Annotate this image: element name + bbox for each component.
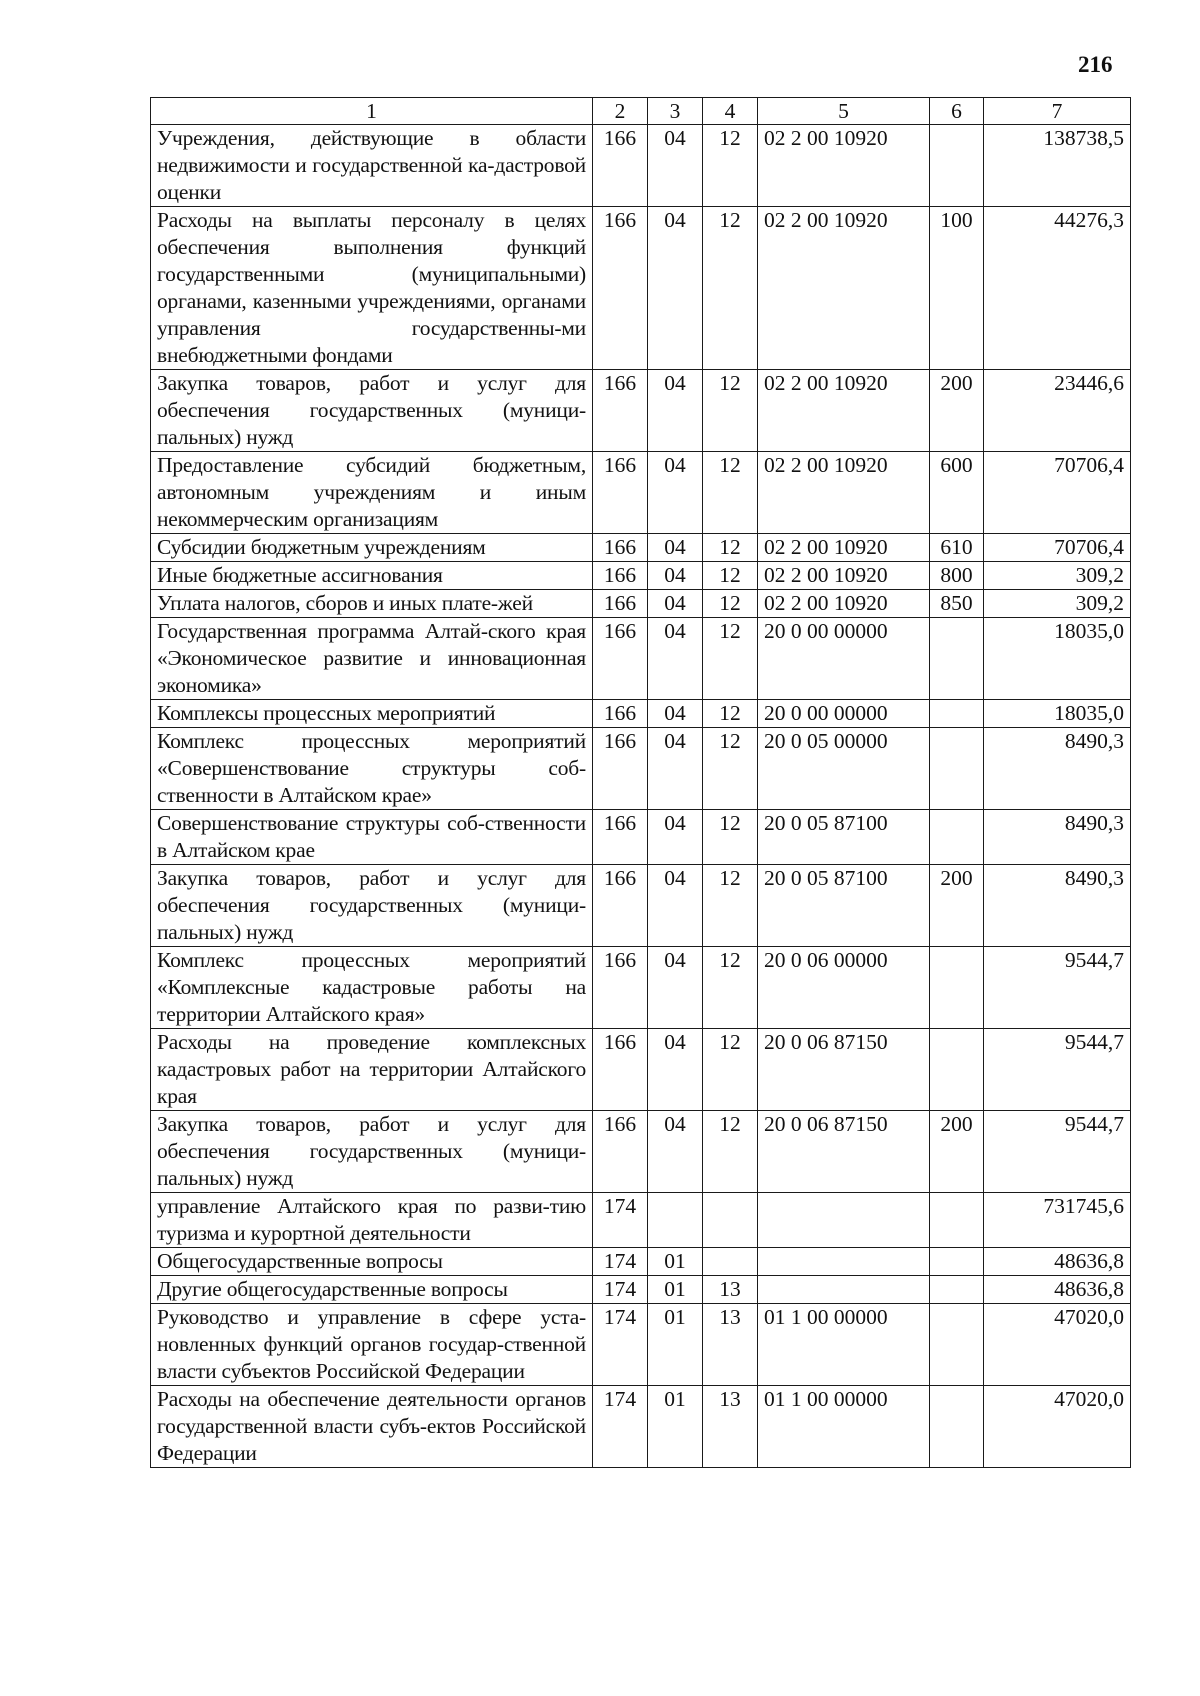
row-csr-cell: 20 0 05 87100 bbox=[758, 810, 930, 865]
row-pr-cell: 13 bbox=[703, 1276, 758, 1304]
table-row bbox=[151, 534, 1131, 562]
row-ved-cell: 166 bbox=[593, 125, 648, 207]
header-row bbox=[151, 98, 1131, 125]
row-name-cell: Расходы на выплаты персоналу в целях обеспечения выполнения функций государственными (муниципальными) органами, казенными учреждениями, органами управления государственны-ми внебюджетными фондами bbox=[151, 207, 593, 370]
row-amount-cell: 731745,6 bbox=[984, 1193, 1131, 1248]
row-amount-cell: 309,2 bbox=[984, 562, 1131, 590]
row-rz-cell: 04 bbox=[648, 728, 703, 810]
row-amount-cell: 309,2 bbox=[984, 590, 1131, 618]
row-rz-cell: 04 bbox=[648, 1111, 703, 1193]
row-amount-cell: 9544,7 bbox=[984, 1111, 1131, 1193]
row-csr-cell: 20 0 06 00000 bbox=[758, 947, 930, 1029]
table-row bbox=[151, 125, 1131, 207]
table-row bbox=[151, 1111, 1131, 1193]
header-cell-ved: 2 bbox=[593, 98, 648, 125]
row-name-cell: Закупка товаров, работ и услуг для обеспечения государственных (муници-пальных) нужд bbox=[151, 1111, 593, 1193]
row-csr-cell: 02 2 00 10920 bbox=[758, 370, 930, 452]
row-name-cell: Иные бюджетные ассигнования bbox=[151, 562, 593, 590]
row-amount-cell: 9544,7 bbox=[984, 1029, 1131, 1111]
row-name-cell: Предоставление субсидий бюджетным, автономным учреждениям и иным некоммерческим организациям bbox=[151, 452, 593, 534]
row-vr-cell: 600 bbox=[930, 452, 984, 534]
row-ved-cell: 174 bbox=[593, 1386, 648, 1468]
row-rz-cell: 04 bbox=[648, 947, 703, 1029]
row-pr-cell: 13 bbox=[703, 1304, 758, 1386]
row-pr-cell: 12 bbox=[703, 947, 758, 1029]
row-ved-cell: 174 bbox=[593, 1248, 648, 1276]
row-ved-cell: 166 bbox=[593, 1111, 648, 1193]
row-rz-cell: 04 bbox=[648, 590, 703, 618]
row-amount-cell: 70706,4 bbox=[984, 452, 1131, 534]
row-rz-cell: 04 bbox=[648, 1029, 703, 1111]
row-amount-cell: 48636,8 bbox=[984, 1276, 1131, 1304]
row-pr-cell: 12 bbox=[703, 590, 758, 618]
header-cell-rz: 3 bbox=[648, 98, 703, 125]
row-pr-cell: 12 bbox=[703, 534, 758, 562]
row-ved-cell: 174 bbox=[593, 1304, 648, 1386]
row-vr-cell bbox=[930, 1386, 984, 1468]
row-vr-cell: 200 bbox=[930, 1111, 984, 1193]
row-csr-cell: 20 0 00 00000 bbox=[758, 700, 930, 728]
row-csr-cell: 02 2 00 10920 bbox=[758, 534, 930, 562]
table-row bbox=[151, 1386, 1131, 1468]
row-pr-cell: 12 bbox=[703, 810, 758, 865]
row-vr-cell bbox=[930, 1276, 984, 1304]
row-amount-cell: 47020,0 bbox=[984, 1386, 1131, 1468]
table-row bbox=[151, 590, 1131, 618]
table-row bbox=[151, 1304, 1131, 1386]
row-csr-cell: 02 2 00 10920 bbox=[758, 452, 930, 534]
row-vr-cell bbox=[930, 1029, 984, 1111]
row-pr-cell: 12 bbox=[703, 562, 758, 590]
row-pr-cell: 12 bbox=[703, 452, 758, 534]
row-name-cell: Учреждения, действующие в области недвижимости и государственной ка-дастровой оценки bbox=[151, 125, 593, 207]
row-csr-cell bbox=[758, 1193, 930, 1248]
budget-table bbox=[150, 97, 1131, 1468]
row-name-cell: Другие общегосударственные вопросы bbox=[151, 1276, 593, 1304]
row-vr-cell: 610 bbox=[930, 534, 984, 562]
row-ved-cell: 166 bbox=[593, 590, 648, 618]
row-ved-cell: 174 bbox=[593, 1193, 648, 1248]
row-pr-cell: 12 bbox=[703, 125, 758, 207]
row-pr-cell: 12 bbox=[703, 618, 758, 700]
row-csr-cell: 02 2 00 10920 bbox=[758, 562, 930, 590]
row-name-cell: Расходы на обеспечение деятельности органов государственной власти субъ-ектов Российской Федерации bbox=[151, 1386, 593, 1468]
row-name-cell: Субсидии бюджетным учреждениям bbox=[151, 534, 593, 562]
row-vr-cell bbox=[930, 700, 984, 728]
row-rz-cell: 01 bbox=[648, 1276, 703, 1304]
row-vr-cell: 200 bbox=[930, 370, 984, 452]
row-pr-cell: 12 bbox=[703, 1111, 758, 1193]
row-name-cell: Комплекс процессных мероприятий «Комплексные кадастровые работы на территории Алтайского края» bbox=[151, 947, 593, 1029]
row-rz-cell: 04 bbox=[648, 700, 703, 728]
row-csr-cell: 20 0 00 00000 bbox=[758, 618, 930, 700]
row-rz-cell: 04 bbox=[648, 207, 703, 370]
row-name-cell: управление Алтайского края по разви-тию туризма и курортной деятельности bbox=[151, 1193, 593, 1248]
row-csr-cell: 02 2 00 10920 bbox=[758, 125, 930, 207]
row-amount-cell: 8490,3 bbox=[984, 728, 1131, 810]
row-csr-cell: 01 1 00 00000 bbox=[758, 1304, 930, 1386]
row-vr-cell bbox=[930, 810, 984, 865]
row-name-cell: Закупка товаров, работ и услуг для обеспечения государственных (муници-пальных) нужд bbox=[151, 865, 593, 947]
row-amount-cell: 8490,3 bbox=[984, 865, 1131, 947]
row-vr-cell: 100 bbox=[930, 207, 984, 370]
row-ved-cell: 166 bbox=[593, 947, 648, 1029]
row-ved-cell: 166 bbox=[593, 810, 648, 865]
row-rz-cell: 04 bbox=[648, 452, 703, 534]
row-ved-cell: 166 bbox=[593, 534, 648, 562]
row-ved-cell: 166 bbox=[593, 1029, 648, 1111]
row-vr-cell bbox=[930, 947, 984, 1029]
row-pr-cell bbox=[703, 1193, 758, 1248]
table-row bbox=[151, 1029, 1131, 1111]
row-ved-cell: 166 bbox=[593, 618, 648, 700]
row-amount-cell: 47020,0 bbox=[984, 1304, 1131, 1386]
row-amount-cell: 44276,3 bbox=[984, 207, 1131, 370]
row-rz-cell: 01 bbox=[648, 1248, 703, 1276]
row-csr-cell: 20 0 05 87100 bbox=[758, 865, 930, 947]
row-amount-cell: 9544,7 bbox=[984, 947, 1131, 1029]
row-vr-cell: 200 bbox=[930, 865, 984, 947]
row-pr-cell bbox=[703, 1248, 758, 1276]
table-row bbox=[151, 1193, 1131, 1248]
row-amount-cell: 18035,0 bbox=[984, 618, 1131, 700]
row-amount-cell: 18035,0 bbox=[984, 700, 1131, 728]
row-ved-cell: 166 bbox=[593, 562, 648, 590]
table-row bbox=[151, 618, 1131, 700]
header-cell-csr: 5 bbox=[758, 98, 930, 125]
row-rz-cell: 01 bbox=[648, 1304, 703, 1386]
row-ved-cell: 166 bbox=[593, 728, 648, 810]
row-ved-cell: 166 bbox=[593, 700, 648, 728]
row-pr-cell: 12 bbox=[703, 865, 758, 947]
row-ved-cell: 166 bbox=[593, 370, 648, 452]
table-row bbox=[151, 562, 1131, 590]
row-rz-cell: 04 bbox=[648, 618, 703, 700]
table-row bbox=[151, 1248, 1131, 1276]
row-ved-cell: 166 bbox=[593, 452, 648, 534]
row-vr-cell bbox=[930, 1248, 984, 1276]
row-amount-cell: 138738,5 bbox=[984, 125, 1131, 207]
row-csr-cell: 02 2 00 10920 bbox=[758, 590, 930, 618]
row-vr-cell bbox=[930, 125, 984, 207]
row-pr-cell: 12 bbox=[703, 207, 758, 370]
header-cell-pr: 4 bbox=[703, 98, 758, 125]
row-vr-cell bbox=[930, 1193, 984, 1248]
row-name-cell: Комплексы процессных мероприятий bbox=[151, 700, 593, 728]
header-cell-amount: 7 bbox=[984, 98, 1131, 125]
row-vr-cell bbox=[930, 728, 984, 810]
table-row bbox=[151, 700, 1131, 728]
row-rz-cell: 04 bbox=[648, 562, 703, 590]
row-name-cell: Руководство и управление в сфере уста-новленных функций органов государ-ственной власти субъектов Российской Федерации bbox=[151, 1304, 593, 1386]
row-csr-cell: 20 0 05 00000 bbox=[758, 728, 930, 810]
row-csr-cell: 20 0 06 87150 bbox=[758, 1111, 930, 1193]
table-row bbox=[151, 370, 1131, 452]
row-amount-cell: 23446,6 bbox=[984, 370, 1131, 452]
row-csr-cell bbox=[758, 1276, 930, 1304]
row-rz-cell: 01 bbox=[648, 1386, 703, 1468]
table-row bbox=[151, 865, 1131, 947]
row-ved-cell: 174 bbox=[593, 1276, 648, 1304]
table-row bbox=[151, 947, 1131, 1029]
row-rz-cell bbox=[648, 1193, 703, 1248]
row-name-cell: Государственная программа Алтай-ского края «Экономическое развитие и инновационная экономика» bbox=[151, 618, 593, 700]
row-ved-cell: 166 bbox=[593, 865, 648, 947]
table-row bbox=[151, 728, 1131, 810]
row-pr-cell: 12 bbox=[703, 370, 758, 452]
row-name-cell: Закупка товаров, работ и услуг для обеспечения государственных (муници-пальных) нужд bbox=[151, 370, 593, 452]
row-pr-cell: 12 bbox=[703, 728, 758, 810]
row-csr-cell: 01 1 00 00000 bbox=[758, 1386, 930, 1468]
row-name-cell: Уплата налогов, сборов и иных плате-жей bbox=[151, 590, 593, 618]
row-vr-cell bbox=[930, 1304, 984, 1386]
row-name-cell: Расходы на проведение комплексных кадастровых работ на территории Алтайского края bbox=[151, 1029, 593, 1111]
row-rz-cell: 04 bbox=[648, 865, 703, 947]
row-rz-cell: 04 bbox=[648, 534, 703, 562]
row-amount-cell: 48636,8 bbox=[984, 1248, 1131, 1276]
row-name-cell: Общегосударственные вопросы bbox=[151, 1248, 593, 1276]
row-pr-cell: 12 bbox=[703, 1029, 758, 1111]
row-pr-cell: 13 bbox=[703, 1386, 758, 1468]
header-cell-name: 1 bbox=[151, 98, 593, 125]
row-name-cell: Комплекс процессных мероприятий «Совершенствование структуры соб-ственности в Алтайском крае» bbox=[151, 728, 593, 810]
row-csr-cell: 02 2 00 10920 bbox=[758, 207, 930, 370]
row-vr-cell bbox=[930, 618, 984, 700]
table-row bbox=[151, 810, 1131, 865]
row-name-cell: Совершенствование структуры соб-ственности в Алтайском крае bbox=[151, 810, 593, 865]
row-vr-cell: 800 bbox=[930, 562, 984, 590]
table-body bbox=[151, 125, 1131, 1468]
row-rz-cell: 04 bbox=[648, 370, 703, 452]
row-rz-cell: 04 bbox=[648, 125, 703, 207]
header-cell-vr: 6 bbox=[930, 98, 984, 125]
row-pr-cell: 12 bbox=[703, 700, 758, 728]
table-row bbox=[151, 207, 1131, 370]
table-row bbox=[151, 1276, 1131, 1304]
row-vr-cell: 850 bbox=[930, 590, 984, 618]
row-amount-cell: 70706,4 bbox=[984, 534, 1131, 562]
row-csr-cell: 20 0 06 87150 bbox=[758, 1029, 930, 1111]
row-rz-cell: 04 bbox=[648, 810, 703, 865]
row-amount-cell: 8490,3 bbox=[984, 810, 1131, 865]
page-number: 216 bbox=[1078, 52, 1113, 77]
table-row bbox=[151, 452, 1131, 534]
row-ved-cell: 166 bbox=[593, 207, 648, 370]
row-csr-cell bbox=[758, 1248, 930, 1276]
